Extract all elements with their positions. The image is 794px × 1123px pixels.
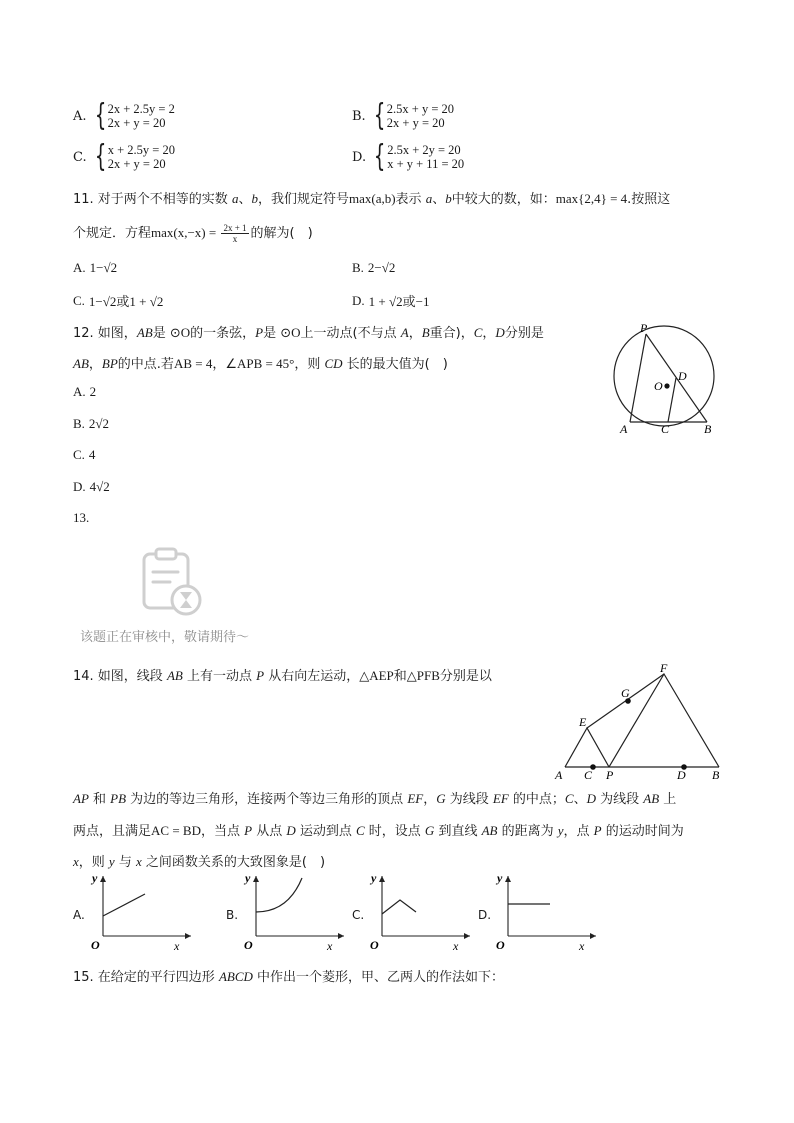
segment-pa: [630, 334, 646, 422]
q12-option-b[interactable]: B. 2√2: [73, 416, 110, 431]
label-b: B: [712, 768, 720, 782]
option-label: D.: [352, 149, 367, 165]
line-peak: [382, 900, 416, 914]
label-g: G: [621, 686, 630, 700]
option-label: B.: [226, 908, 239, 922]
q10-option-c[interactable]: [73, 139, 175, 174]
equation-1: 2.5x + 2y = 20: [387, 143, 461, 157]
q11-stem-line1: 11. 对于两个不相等的实数 a、b，我们规定符号max(a,b)表示 a、b中较大的数，如：max{2,4} = 4.按照这: [73, 191, 671, 207]
brace-icon: {: [94, 139, 106, 174]
brace-icon: {: [94, 98, 106, 133]
equation-1: 2x + 2.5y = 2: [107, 102, 175, 116]
q10-option-b[interactable]: [352, 98, 455, 133]
equation-2: 2x + y = 20: [386, 116, 445, 130]
q14-stem-line1: 14. 如图，线段 AB 上有一动点 P 从右向左运动，△AEP和△PFB分别是以: [73, 668, 492, 684]
q14-option-c[interactable]: [352, 870, 472, 952]
label-o: O: [654, 379, 663, 393]
equation-2: 2x + y = 20: [107, 116, 166, 130]
equation-2: 2x + y = 20: [107, 157, 166, 171]
equation-system: [91, 139, 175, 174]
equation-system: [370, 98, 455, 133]
svg-text:x: x: [327, 939, 333, 952]
label-p: P: [640, 321, 648, 335]
label-f: F: [660, 661, 668, 675]
label-c: C: [661, 422, 670, 436]
equation-1: 2.5x + y = 20: [386, 102, 455, 116]
svg-text:y: y: [245, 871, 251, 885]
q14-option-b[interactable]: [226, 870, 346, 952]
q12-circle-figure: [600, 318, 730, 442]
brace-icon: {: [373, 139, 386, 174]
segment-pb: [646, 334, 707, 422]
clipboard-hourglass-icon: [138, 546, 206, 618]
label-e: E: [579, 715, 587, 729]
pending-review-notice: 该题正在审核中，敬请期待～: [80, 630, 250, 645]
q11-stem-line2: 个规定．方程max(x,−x) = $\frac{2x + 1}{x}$ 的解为( ): [73, 223, 313, 244]
option-label: C.: [352, 908, 365, 922]
graph-d: [492, 870, 598, 952]
label-p: P: [606, 768, 614, 782]
equation-system: [91, 98, 175, 133]
q14-stem-line4: x，则 y 与 x 之间函数关系的大致图象是( ): [73, 854, 326, 870]
option-label: A.: [73, 908, 85, 922]
q14-option-d[interactable]: [478, 870, 598, 952]
curve-increasing: [256, 878, 302, 912]
svg-text:x: x: [579, 939, 585, 952]
equation-system: [370, 139, 465, 174]
label-b: B: [704, 422, 712, 436]
q15-stem-line1: 15. 在给定的平行四边形 ABCD 中作出一个菱形，甲、乙两人的作法如下：: [73, 969, 505, 985]
q14-triangle-figure: [550, 660, 730, 784]
center-point: [664, 383, 669, 388]
q14-stem-line2: AP 和 PB 为边的等边三角形，连接两个等边三角形的顶点 EF，G 为线段 EF 的中点；C、D 为线段 AB 上: [73, 791, 677, 807]
q11-option-c[interactable]: C. 1−√2或1 + √2: [73, 292, 164, 309]
label-c: C: [584, 768, 593, 782]
svg-text:O: O: [244, 938, 253, 952]
q14-stem-line3: 两点，且满足AC = BD，当点 P 从点 D 运动到点 C 时，设点 G 到直线 AB 的距离为 y，点 P 的运动时间为: [73, 823, 684, 839]
svg-text:y: y: [371, 871, 377, 885]
line-increasing: [103, 894, 145, 916]
svg-text:y: y: [92, 871, 98, 885]
q10-option-a[interactable]: [73, 98, 175, 133]
q14-option-a[interactable]: [73, 870, 193, 952]
label-d: D: [677, 768, 686, 782]
equation-1: x + 2.5y = 20: [107, 143, 175, 157]
q12-option-a[interactable]: A. 2: [73, 384, 97, 399]
q10-option-d[interactable]: [352, 139, 465, 174]
option-label: A.: [73, 108, 87, 124]
brace-icon: {: [373, 98, 385, 133]
graph-a: [87, 870, 193, 952]
label-a: A: [555, 768, 563, 782]
segment-cd: [668, 378, 676, 422]
option-label: B.: [352, 108, 366, 124]
option-label: D.: [478, 908, 492, 922]
svg-text:O: O: [91, 938, 100, 952]
q11-option-b[interactable]: B. 2−√2: [352, 260, 396, 275]
svg-text:O: O: [370, 938, 379, 952]
equation-2: x + y + 11 = 20: [387, 157, 465, 171]
q12-option-d[interactable]: D. 4√2: [73, 479, 110, 494]
option-label: C.: [73, 149, 87, 165]
svg-text:x: x: [174, 939, 180, 952]
label-a: A: [620, 422, 628, 436]
q12-option-c[interactable]: C. 4: [73, 447, 96, 462]
q11-option-d[interactable]: D. 1 + √2或−1: [352, 292, 430, 309]
q12-stem-line1: 12. 如图，AB是 ⊙O的一条弦，P是 ⊙O上一动点(不与点 A，B重合)，C，D分别是: [73, 325, 544, 341]
graph-c: [366, 870, 472, 952]
q11-option-a[interactable]: A. 1−√2: [73, 260, 118, 275]
svg-text:y: y: [497, 871, 503, 885]
fraction: $\frac{2x + 1}{x}$: [223, 223, 247, 244]
q13-number: 13.: [73, 510, 90, 525]
triangle-aep: [565, 728, 609, 767]
label-d: D: [678, 369, 687, 383]
svg-text:O: O: [496, 938, 505, 952]
svg-text:x: x: [453, 939, 459, 952]
q12-stem-line2: AB，BP的中点.若AB = 4，∠APB = 45°，则 CD 长的最大值为( ): [73, 356, 448, 372]
graph-b: [240, 870, 346, 952]
